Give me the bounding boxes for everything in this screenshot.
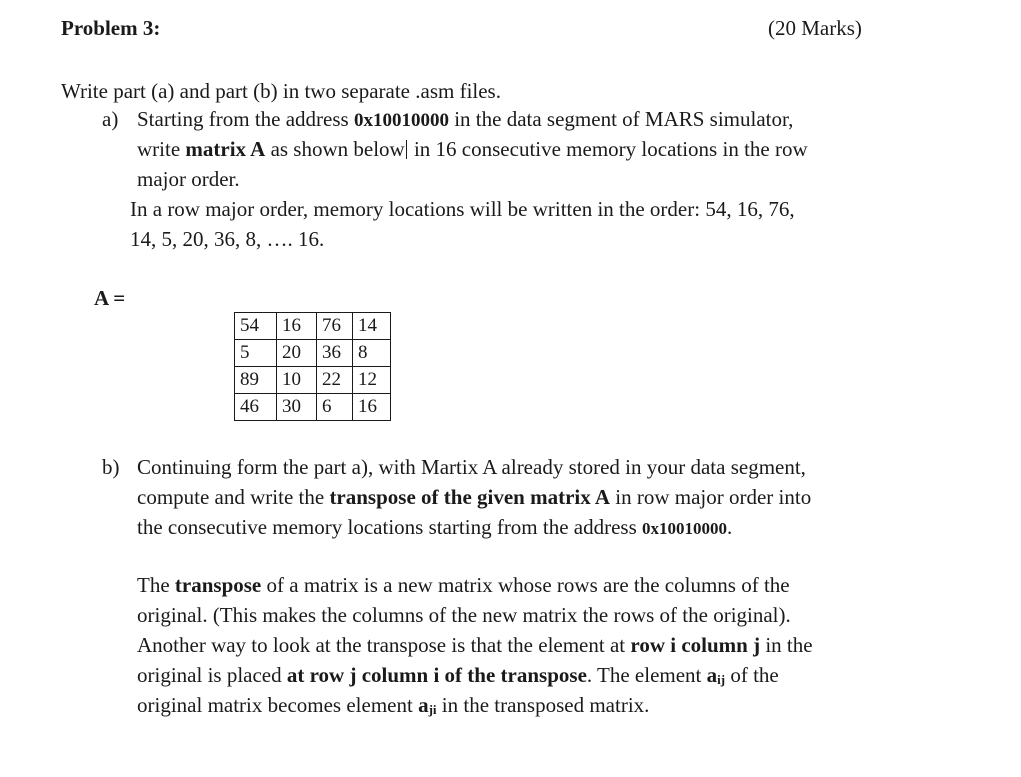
matrix-cell: 54	[235, 313, 277, 340]
matrix-row	[235, 340, 391, 367]
matrix-row	[235, 367, 391, 394]
matrix-label: A =	[94, 286, 126, 310]
part-a-line-3: major order.	[137, 167, 240, 191]
text-cursor	[406, 140, 407, 159]
part-a-line-1: Starting from the address 0x10010000 in the data segment of MARS simulator,	[137, 107, 794, 131]
row-major-note-1: In a row major order, memory locations will be written in the order: 54, 16, 76,	[130, 197, 795, 221]
matrix-cell: 22	[317, 367, 353, 394]
start-address: 0x10010000	[353, 110, 449, 131]
transpose-def-line-1: The transpose of a matrix is a new matrix whose rows are the columns of the	[137, 573, 790, 597]
part-b-line-2: compute and write the transpose of the given matrix A in row major order into	[137, 485, 812, 509]
part-a-label: a)	[102, 107, 119, 131]
matrix-cell: 89	[235, 367, 277, 394]
matrix-cell: 5	[235, 340, 277, 367]
matrix-cell: 6	[317, 394, 353, 421]
matrix-cell: 76	[317, 313, 353, 340]
matrix-row	[235, 313, 391, 340]
matrix-cell: 16	[277, 313, 317, 340]
matrix-a-table	[234, 312, 391, 421]
matrix-cell: 14	[353, 313, 391, 340]
transpose-def-line-2: original. (This makes the columns of the new matrix the rows of the original).	[137, 603, 791, 627]
transpose-def-line-3: Another way to look at the transpose is that the element at row i column j in the	[137, 633, 813, 657]
matrix-cell: 36	[317, 340, 353, 367]
problem-title: Problem 3:	[61, 16, 161, 40]
part-b-label: b)	[102, 455, 120, 479]
transpose-def-line-4: original is placed at row j column i of the transpose. The element $a_{ij}$ of the	[137, 663, 779, 687]
matrix-cell: 46	[235, 394, 277, 421]
marks-label: (20 Marks)	[768, 16, 862, 40]
matrix-cell: 30	[277, 394, 317, 421]
matrix-cell: 20	[277, 340, 317, 367]
row-major-note-2: 14, 5, 20, 36, 8, …. 16.	[130, 227, 325, 251]
matrix-cell: 12	[353, 367, 391, 394]
intro-text: Write part (a) and part (b) in two separate .asm files.	[61, 79, 501, 103]
matrix-cell: 10	[277, 367, 317, 394]
matrix-cell: 8	[353, 340, 391, 367]
part-a-line-2: write matrix A as shown below in 16 consecutive memory locations in the row	[137, 137, 808, 161]
transpose-def-line-5: original matrix becomes element $a_{ji}$ in the transposed matrix.	[137, 693, 650, 717]
part-b-line-1: Continuing form the part a), with Martix A already stored in your data segment,	[137, 455, 806, 479]
part-b-line-3: the consecutive memory locations starting from the address 0x10010000.	[137, 515, 733, 539]
transpose-address: 0x10010000	[642, 519, 728, 538]
matrix-row	[235, 394, 391, 421]
matrix-cell: 16	[353, 394, 391, 421]
